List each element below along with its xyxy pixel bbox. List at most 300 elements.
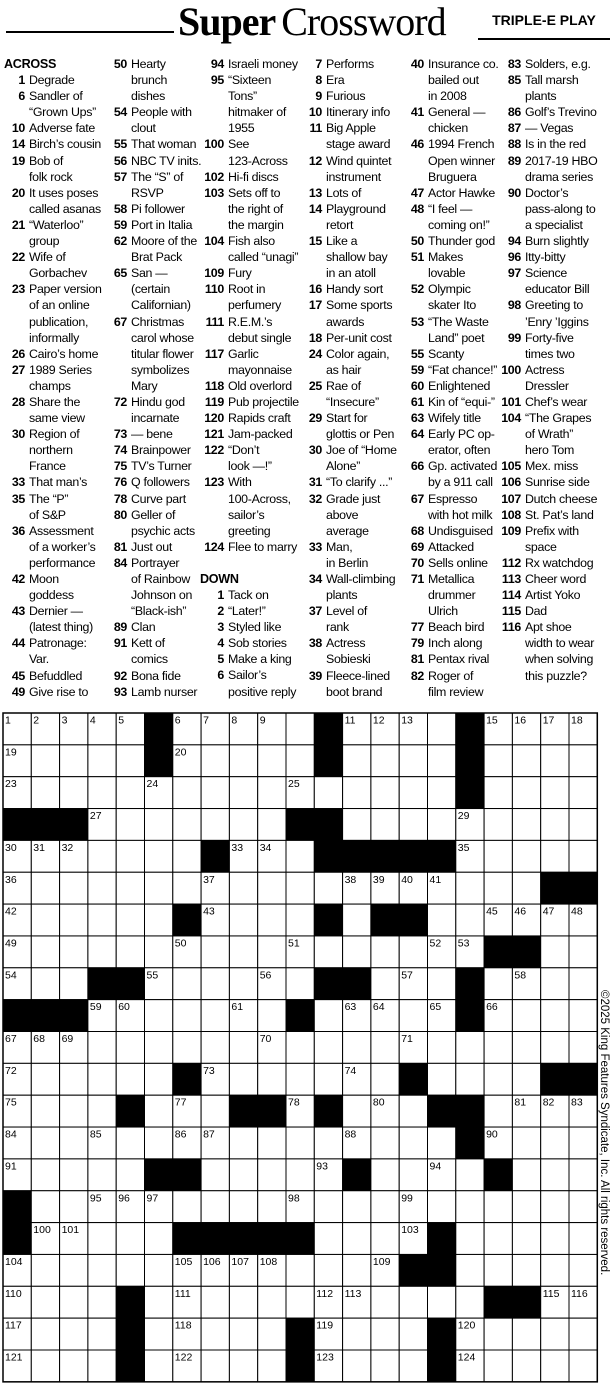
- grid-cell[interactable]: [428, 713, 456, 745]
- grid-cell[interactable]: [371, 777, 399, 809]
- grid-cell[interactable]: [456, 872, 484, 904]
- grid-cell[interactable]: [31, 1254, 59, 1286]
- grid-cell[interactable]: [484, 777, 512, 809]
- grid-cell[interactable]: [201, 777, 229, 809]
- grid-cell[interactable]: [31, 1159, 59, 1191]
- grid-cell[interactable]: [31, 936, 59, 968]
- grid-cell[interactable]: [88, 936, 116, 968]
- grid-cell[interactable]: [541, 1032, 569, 1064]
- grid-cell[interactable]: [399, 1318, 427, 1350]
- grid-cell[interactable]: [145, 936, 173, 968]
- grid-cell[interactable]: [456, 904, 484, 936]
- grid-cell[interactable]: [145, 1095, 173, 1127]
- grid-cell[interactable]: [371, 1127, 399, 1159]
- grid-cell[interactable]: [512, 1254, 540, 1286]
- grid-cell[interactable]: [173, 872, 201, 904]
- grid-cell[interactable]: [60, 1063, 88, 1095]
- grid-cell[interactable]: [229, 1350, 257, 1382]
- grid-cell[interactable]: [145, 809, 173, 841]
- grid-cell[interactable]: [371, 1063, 399, 1095]
- grid-cell[interactable]: [314, 936, 342, 968]
- clue-item: [106, 201, 204, 217]
- grid-cell[interactable]: [258, 872, 286, 904]
- grid-cell[interactable]: [173, 809, 201, 841]
- grid-cell[interactable]: [60, 968, 88, 1000]
- clue-number: 44: [11, 636, 25, 651]
- grid-cell[interactable]: [31, 777, 59, 809]
- grid-cell[interactable]: [116, 1254, 144, 1286]
- grid-cell[interactable]: [541, 1127, 569, 1159]
- grid-cell[interactable]: [258, 777, 286, 809]
- grid-cell[interactable]: [31, 1191, 59, 1223]
- grid-cell[interactable]: [541, 809, 569, 841]
- grid-cell[interactable]: [201, 1318, 229, 1350]
- grid-cell-number: 31: [33, 841, 45, 854]
- grid-cell[interactable]: [399, 777, 427, 809]
- grid-cell[interactable]: [31, 1286, 59, 1318]
- grid-cell[interactable]: [569, 968, 597, 1000]
- grid-cell[interactable]: [314, 1063, 342, 1095]
- grid-cell[interactable]: [456, 1159, 484, 1191]
- grid-cell[interactable]: [314, 1000, 342, 1032]
- grid-cell[interactable]: [428, 777, 456, 809]
- grid-cell[interactable]: [512, 1159, 540, 1191]
- grid-cell[interactable]: [484, 1191, 512, 1223]
- grid-cell[interactable]: [428, 809, 456, 841]
- grid-cell[interactable]: [116, 1032, 144, 1064]
- grid-cell[interactable]: [343, 936, 371, 968]
- grid-cell[interactable]: [512, 1000, 540, 1032]
- grid-cell[interactable]: [428, 968, 456, 1000]
- grid-cell[interactable]: [88, 1032, 116, 1064]
- grid-cell[interactable]: [399, 936, 427, 968]
- grid-cell[interactable]: [371, 1159, 399, 1191]
- clue-item: [304, 88, 402, 104]
- grid-cell[interactable]: [343, 1318, 371, 1350]
- grid-cell[interactable]: [145, 840, 173, 872]
- grid-cell[interactable]: [60, 777, 88, 809]
- grid-cell[interactable]: [88, 1350, 116, 1382]
- grid-cell[interactable]: [371, 1191, 399, 1223]
- clue-item: [406, 249, 504, 281]
- grid-cell[interactable]: [286, 872, 314, 904]
- grid-cell[interactable]: [456, 1223, 484, 1255]
- grid-cell[interactable]: [343, 777, 371, 809]
- grid-cell[interactable]: [399, 1127, 427, 1159]
- grid-cell[interactable]: [145, 872, 173, 904]
- grid-cell[interactable]: [88, 904, 116, 936]
- grid-cell[interactable]: [201, 1159, 229, 1191]
- grid-cell[interactable]: [569, 1318, 597, 1350]
- grid-block: [428, 840, 456, 872]
- grid-cell[interactable]: [569, 1350, 597, 1382]
- grid-cell[interactable]: [31, 1318, 59, 1350]
- grid-cell[interactable]: [484, 872, 512, 904]
- grid-cell[interactable]: [201, 1032, 229, 1064]
- clue-item: [500, 474, 612, 490]
- grid-cell[interactable]: [229, 1286, 257, 1318]
- grid-cell[interactable]: [484, 809, 512, 841]
- grid-cell[interactable]: [343, 745, 371, 777]
- grid-cell[interactable]: [201, 745, 229, 777]
- grid-cell[interactable]: [31, 1350, 59, 1382]
- grid-cell[interactable]: [371, 1223, 399, 1255]
- grid-cell[interactable]: [456, 1063, 484, 1095]
- clue-column: [304, 56, 402, 700]
- clue-item: [406, 362, 504, 378]
- grid-cell[interactable]: [456, 1032, 484, 1064]
- grid-cell[interactable]: [258, 809, 286, 841]
- grid-cell[interactable]: [229, 745, 257, 777]
- clue-item: [406, 523, 504, 539]
- grid-cell[interactable]: [60, 1350, 88, 1382]
- grid-cell[interactable]: [343, 1254, 371, 1286]
- grid-cell[interactable]: [173, 1032, 201, 1064]
- grid-cell[interactable]: [229, 1191, 257, 1223]
- grid-cell-number: 18: [571, 714, 583, 727]
- grid-cell[interactable]: [145, 1223, 173, 1255]
- grid-cell[interactable]: [116, 1223, 144, 1255]
- grid-cell[interactable]: [31, 904, 59, 936]
- clue-number: 62: [113, 234, 127, 249]
- grid-cell[interactable]: [229, 968, 257, 1000]
- grid-cell[interactable]: [145, 1000, 173, 1032]
- grid-cell[interactable]: [116, 809, 144, 841]
- grid-cell[interactable]: [541, 1191, 569, 1223]
- grid-cell[interactable]: [229, 1063, 257, 1095]
- grid-cell[interactable]: [229, 809, 257, 841]
- grid-cell[interactable]: [484, 1350, 512, 1382]
- grid-cell[interactable]: [399, 1000, 427, 1032]
- grid-cell[interactable]: [88, 1159, 116, 1191]
- grid-cell[interactable]: [116, 777, 144, 809]
- grid-cell[interactable]: [428, 745, 456, 777]
- grid-cell[interactable]: [456, 1254, 484, 1286]
- grid-cell[interactable]: [343, 809, 371, 841]
- grid-cell[interactable]: [60, 1254, 88, 1286]
- clue-number: 73: [113, 427, 127, 442]
- grid-cell[interactable]: [60, 745, 88, 777]
- grid-cell[interactable]: [258, 1159, 286, 1191]
- grid-cell-number: 77: [174, 1096, 187, 1109]
- clue-number: 59: [410, 362, 424, 377]
- grid-cell[interactable]: [88, 1318, 116, 1350]
- grid-cell[interactable]: [541, 1318, 569, 1350]
- grid-cell[interactable]: [541, 1350, 569, 1382]
- grid-cell[interactable]: [314, 1223, 342, 1255]
- grid-cell[interactable]: [88, 840, 116, 872]
- grid-cell[interactable]: [541, 745, 569, 777]
- grid-cell[interactable]: [512, 809, 540, 841]
- clue-text: “I feel — coming on!”: [428, 201, 490, 232]
- grid-block: [31, 809, 59, 841]
- grid-cell[interactable]: [428, 1063, 456, 1095]
- grid-cell[interactable]: [343, 1095, 371, 1127]
- grid-cell[interactable]: [258, 745, 286, 777]
- clue-number: 71: [410, 572, 424, 586]
- grid-cell[interactable]: [286, 968, 314, 1000]
- grid-cell[interactable]: [31, 968, 59, 1000]
- grid-cell[interactable]: [258, 1350, 286, 1382]
- grid-cell-number: 80: [372, 1096, 385, 1109]
- grid-cell[interactable]: [88, 872, 116, 904]
- crossword-grid[interactable]: [0, 711, 615, 1391]
- clue-number: 53: [410, 314, 424, 329]
- grid-cell[interactable]: [541, 968, 569, 1000]
- grid-cell[interactable]: [512, 777, 540, 809]
- grid-cell[interactable]: [286, 1127, 314, 1159]
- grid-cell[interactable]: [60, 1159, 88, 1191]
- grid-cell[interactable]: [569, 1000, 597, 1032]
- grid-cell[interactable]: [343, 1223, 371, 1255]
- grid-cell[interactable]: [145, 1032, 173, 1064]
- grid-cell[interactable]: [484, 1032, 512, 1064]
- grid-cell[interactable]: [258, 1000, 286, 1032]
- grid-cell[interactable]: [314, 1191, 342, 1223]
- grid-cell[interactable]: [258, 1286, 286, 1318]
- clue-number: 43: [11, 604, 25, 619]
- grid-cell[interactable]: [541, 1000, 569, 1032]
- grid-cell[interactable]: [286, 840, 314, 872]
- grid-cell[interactable]: [229, 1127, 257, 1159]
- grid-cell[interactable]: [286, 1159, 314, 1191]
- grid-cell[interactable]: [88, 1063, 116, 1095]
- grid-cell[interactable]: [569, 936, 597, 968]
- grid-cell[interactable]: [512, 1318, 540, 1350]
- grid-cell[interactable]: [343, 1350, 371, 1382]
- grid-cell[interactable]: [116, 1127, 144, 1159]
- grid-block: [173, 1223, 201, 1255]
- grid-cell[interactable]: [371, 1032, 399, 1064]
- grid-cell[interactable]: [116, 840, 144, 872]
- clue-item: [406, 281, 504, 313]
- grid-cell[interactable]: [60, 1318, 88, 1350]
- clue-number: 75: [113, 459, 127, 474]
- grid-cell[interactable]: [569, 840, 597, 872]
- grid-cell[interactable]: [258, 1191, 286, 1223]
- grid-cell[interactable]: [173, 1000, 201, 1032]
- grid-cell[interactable]: [541, 1254, 569, 1286]
- grid-cell[interactable]: [145, 1063, 173, 1095]
- grid-cell[interactable]: [512, 1063, 540, 1095]
- grid-cell[interactable]: [229, 872, 257, 904]
- grid-cell[interactable]: [286, 1254, 314, 1286]
- grid-cell[interactable]: [484, 1318, 512, 1350]
- grid-cell[interactable]: [229, 777, 257, 809]
- grid-cell[interactable]: [258, 1318, 286, 1350]
- grid-cell[interactable]: [31, 872, 59, 904]
- grid-cell[interactable]: [173, 968, 201, 1000]
- grid-cell[interactable]: [512, 1191, 540, 1223]
- grid-cell[interactable]: [145, 1286, 173, 1318]
- grid-cell[interactable]: [456, 1286, 484, 1318]
- grid-cell[interactable]: [31, 1063, 59, 1095]
- grid-cell[interactable]: [484, 1063, 512, 1095]
- grid-cell[interactable]: [314, 1254, 342, 1286]
- grid-cell[interactable]: [371, 1286, 399, 1318]
- grid-cell[interactable]: [116, 936, 144, 968]
- grid-cell-number: 22: [457, 746, 470, 759]
- grid-cell[interactable]: [229, 904, 257, 936]
- grid-block: [3, 1191, 31, 1223]
- grid-cell[interactable]: [428, 1191, 456, 1223]
- grid-cell[interactable]: [31, 1095, 59, 1127]
- grid-cell[interactable]: [541, 1223, 569, 1255]
- grid-block: [145, 713, 173, 745]
- grid-cell[interactable]: [541, 1159, 569, 1191]
- grid-cell[interactable]: [569, 1254, 597, 1286]
- grid-cell[interactable]: [484, 1095, 512, 1127]
- grid-cell[interactable]: [60, 872, 88, 904]
- clue-number: 35: [11, 491, 25, 506]
- grid-cell[interactable]: [201, 1350, 229, 1382]
- grid-cell[interactable]: [371, 968, 399, 1000]
- grid-cell[interactable]: [569, 745, 597, 777]
- grid-cell[interactable]: [116, 872, 144, 904]
- grid-cell[interactable]: [60, 1095, 88, 1127]
- grid-cell[interactable]: [229, 936, 257, 968]
- grid-cell[interactable]: [314, 1127, 342, 1159]
- grid-cell[interactable]: [201, 809, 229, 841]
- grid-cell[interactable]: [512, 1032, 540, 1064]
- grid-cell[interactable]: [201, 1000, 229, 1032]
- grid-cell[interactable]: [229, 1032, 257, 1064]
- grid-cell[interactable]: [88, 1254, 116, 1286]
- grid-cell[interactable]: [569, 1191, 597, 1223]
- grid-cell[interactable]: [31, 745, 59, 777]
- grid-cell[interactable]: [60, 1127, 88, 1159]
- grid-cell[interactable]: [286, 1032, 314, 1064]
- grid-cell[interactable]: [201, 1286, 229, 1318]
- grid-cell[interactable]: [116, 745, 144, 777]
- clue-number: 86: [507, 105, 521, 120]
- grid-cell[interactable]: [173, 1191, 201, 1223]
- clue-number: 122: [204, 443, 224, 458]
- grid-cell[interactable]: [286, 1063, 314, 1095]
- grid-cell[interactable]: [399, 745, 427, 777]
- grid-cell[interactable]: [258, 904, 286, 936]
- grid-cell[interactable]: [484, 1223, 512, 1255]
- grid-cell[interactable]: [541, 840, 569, 872]
- clue-text: Prefix with space: [525, 523, 579, 554]
- grid-cell[interactable]: [145, 1127, 173, 1159]
- grid-cell[interactable]: [60, 904, 88, 936]
- grid-cell[interactable]: [286, 904, 314, 936]
- grid-cell[interactable]: [399, 809, 427, 841]
- grid-cell[interactable]: [371, 936, 399, 968]
- grid-cell[interactable]: [116, 1159, 144, 1191]
- grid-cell[interactable]: [314, 1032, 342, 1064]
- grid-cell-number: 1: [5, 714, 11, 727]
- grid-cell[interactable]: [31, 1127, 59, 1159]
- grid-cell[interactable]: [343, 904, 371, 936]
- grid-cell[interactable]: [173, 777, 201, 809]
- grid-cell[interactable]: [512, 1223, 540, 1255]
- grid-cell[interactable]: [399, 1095, 427, 1127]
- grid-cell-number: 20: [174, 746, 187, 759]
- grid-cell[interactable]: [145, 1318, 173, 1350]
- grid-cell[interactable]: [512, 872, 540, 904]
- grid-cell[interactable]: [258, 1063, 286, 1095]
- grid-cell[interactable]: [343, 1032, 371, 1064]
- grid-cell[interactable]: [541, 936, 569, 968]
- grid-cell[interactable]: [428, 1127, 456, 1159]
- grid-cell[interactable]: [484, 840, 512, 872]
- grid-cell[interactable]: [399, 1350, 427, 1382]
- grid-cell[interactable]: [145, 1350, 173, 1382]
- grid-cell[interactable]: [88, 777, 116, 809]
- grid-cell[interactable]: [60, 936, 88, 968]
- grid-cell[interactable]: [371, 745, 399, 777]
- grid-cell[interactable]: [512, 1127, 540, 1159]
- grid-cell[interactable]: [173, 840, 201, 872]
- grid-cell[interactable]: [116, 904, 144, 936]
- grid-cell[interactable]: [484, 745, 512, 777]
- grid-cell[interactable]: [371, 1350, 399, 1382]
- grid-cell[interactable]: [201, 968, 229, 1000]
- grid-cell[interactable]: [371, 1318, 399, 1350]
- grid-cell[interactable]: [88, 1095, 116, 1127]
- grid-cell[interactable]: [569, 777, 597, 809]
- clue-number: 65: [113, 266, 127, 281]
- grid-cell[interactable]: [428, 904, 456, 936]
- grid-cell[interactable]: [399, 1159, 427, 1191]
- grid-cell[interactable]: [286, 713, 314, 745]
- grid-cell[interactable]: [314, 872, 342, 904]
- grid-cell[interactable]: [229, 1318, 257, 1350]
- grid-cell[interactable]: [569, 1032, 597, 1064]
- grid-cell[interactable]: [229, 1159, 257, 1191]
- title-rule-left: [6, 31, 174, 33]
- grid-cell[interactable]: [371, 809, 399, 841]
- grid-cell[interactable]: [116, 1063, 144, 1095]
- grid-cell[interactable]: [286, 745, 314, 777]
- grid-cell[interactable]: [428, 1032, 456, 1064]
- grid-cell[interactable]: [314, 777, 342, 809]
- grid-cell[interactable]: [569, 1223, 597, 1255]
- grid-block: [569, 872, 597, 904]
- grid-cell[interactable]: [428, 1286, 456, 1318]
- clue-item: [106, 104, 204, 136]
- grid-cell[interactable]: [456, 1191, 484, 1223]
- grid-cell[interactable]: [512, 1350, 540, 1382]
- grid-cell[interactable]: [145, 904, 173, 936]
- clue-item: [304, 281, 402, 297]
- grid-cell[interactable]: [88, 745, 116, 777]
- grid-cell[interactable]: [512, 840, 540, 872]
- grid-cell[interactable]: [286, 1286, 314, 1318]
- grid-cell[interactable]: [258, 1127, 286, 1159]
- grid-cell[interactable]: [88, 1223, 116, 1255]
- grid-cell[interactable]: [484, 968, 512, 1000]
- grid-cell[interactable]: [60, 1191, 88, 1223]
- grid-cell[interactable]: [145, 1254, 173, 1286]
- grid-cell[interactable]: [484, 1254, 512, 1286]
- grid-cell[interactable]: [201, 1191, 229, 1223]
- grid-cell[interactable]: [258, 936, 286, 968]
- grid-cell[interactable]: [201, 936, 229, 968]
- grid-cell[interactable]: [569, 1159, 597, 1191]
- grid-cell[interactable]: [399, 1286, 427, 1318]
- grid-cell[interactable]: [569, 809, 597, 841]
- grid-cell[interactable]: [343, 1191, 371, 1223]
- grid-cell[interactable]: [88, 1286, 116, 1318]
- grid-cell[interactable]: [541, 777, 569, 809]
- grid-cell[interactable]: [512, 745, 540, 777]
- grid-cell[interactable]: [201, 1095, 229, 1127]
- grid-cell[interactable]: [60, 1286, 88, 1318]
- grid-cell[interactable]: [569, 1127, 597, 1159]
